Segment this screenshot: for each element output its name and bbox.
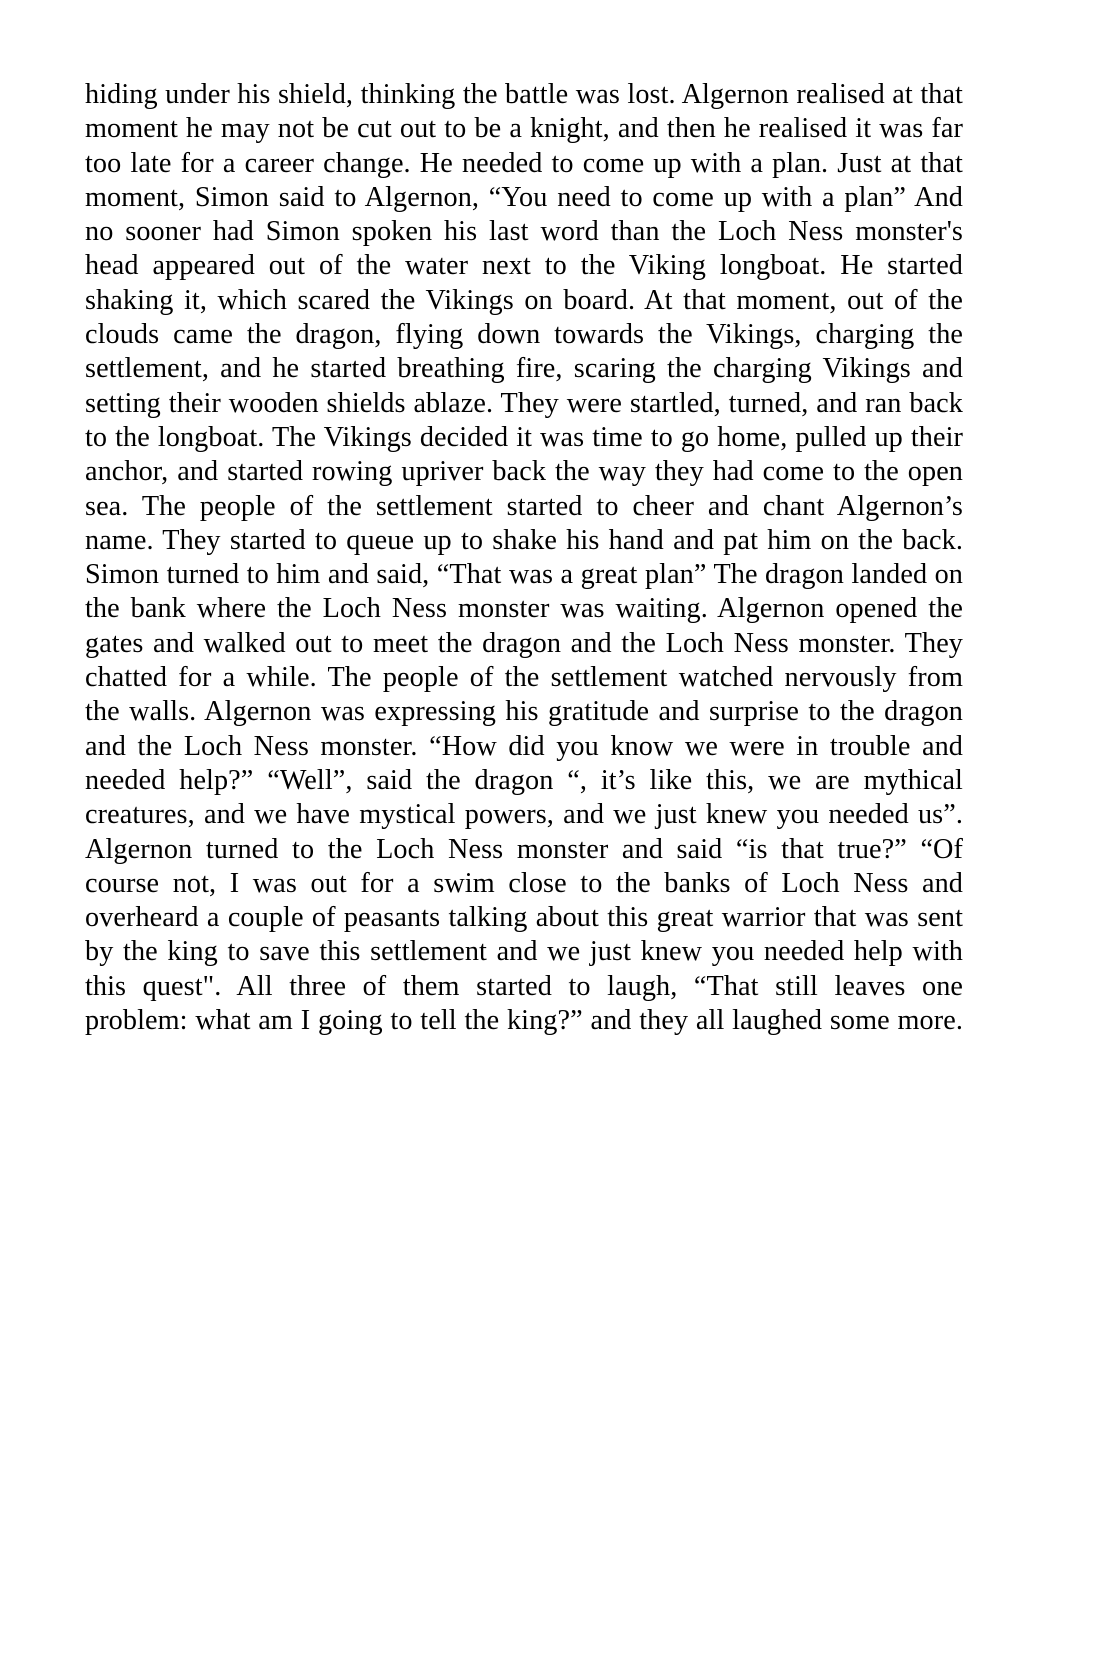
body-text-block <box>85 78 963 1073</box>
story-paragraph: hiding under his shield, thinking the battle was lost. Algernon realised at that moment he may not be cut out to be a knight, and then he realised it was far too late for a career change. He needed to come up with a plan. Just at that moment, Simon said to Algernon, “You need to come up with a plan” And no sooner had Simon spoken his last word than the Loch Ness monster's head appeared out of the water next to the Viking longboat. He started shaking it, which scared the Vikings on board. At that moment, out of the clouds came the dragon, flying down towards the Vikings, charging the settlement, and he started breathing fire, scaring the charging Vikings and setting their wooden shields ablaze. They were startled, turned, and ran back to the longboat. The Vikings decided it was time to go home, pulled up their anchor, and started rowing upriver back the way they had come to the open sea. The people of the settlement started to cheer and chant Algernon’s name. They started to queue up to shake his hand and pat him on the back. Simon turned to him and said, “That was a great plan” The dragon landed on the bank where the Loch Ness monster was waiting. Algernon opened the gates and walked out to meet the dragon and the Loch Ness monster. They chatted for a while. The people of the settlement watched nervously from the walls. Algernon was expressing his gratitude and surprise to the dragon and the Loch Ness monster. “How did you know we were in trouble and needed help?” “Well”, said the dragon “, it’s like this, we are mythical creatures, and we have mystical powers, and we just knew you needed us”. Algernon turned to the Loch Ness monster and said “is that true?” “Of course not, I was out for a swim close to the banks of Loch Ness and overheard a couple of peasants talking about this great warrior that was sent by the king to save this settlement and we just knew you needed help with this quest". All three of them started to laugh, “That still leaves one problem: what am I going to tell the king?” and they all laughed some more. <box>85 79 963 1037</box>
